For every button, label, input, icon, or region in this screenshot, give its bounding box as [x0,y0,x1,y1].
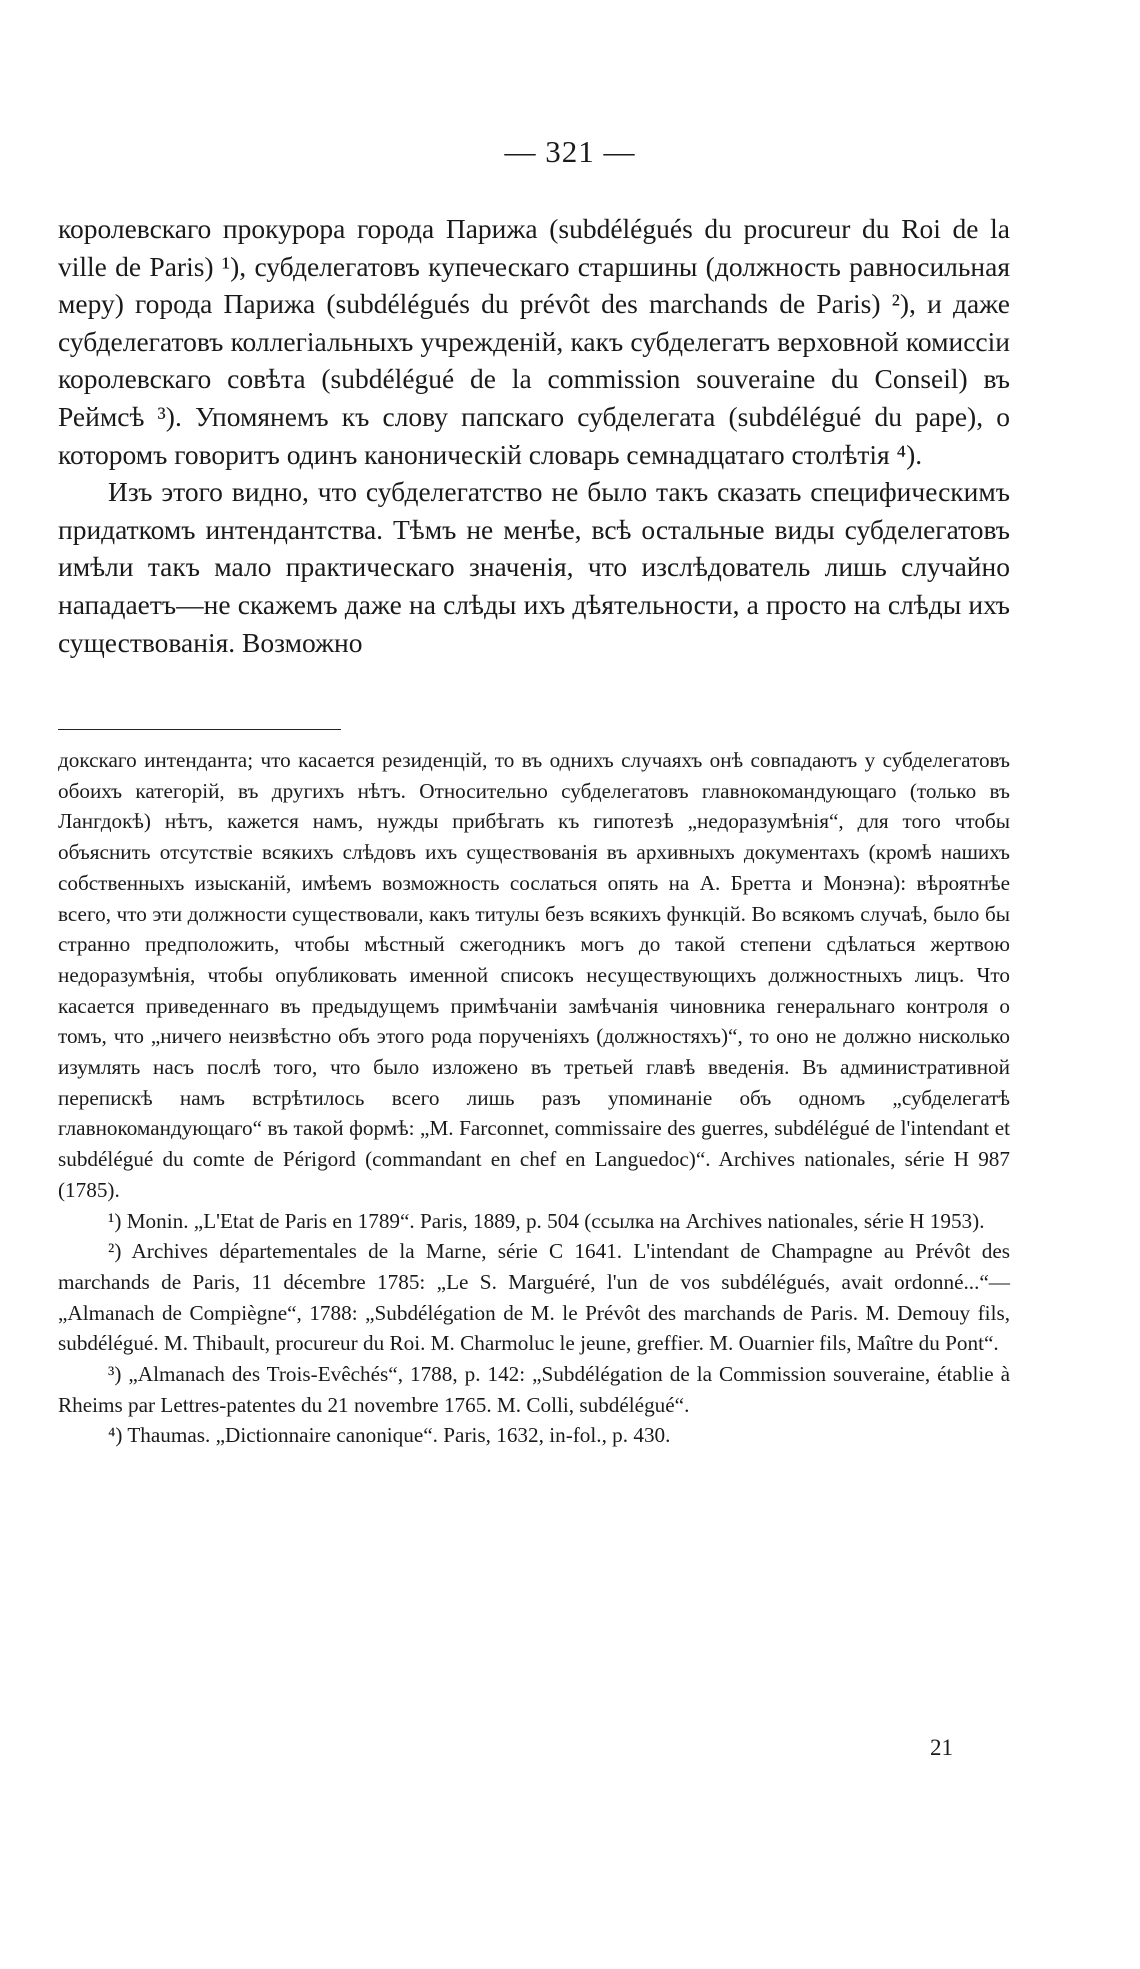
main-paragraph-1: королевскаго прокурора города Парижа (subdélégués du procureur du Roi de la ville de Paris) ¹), субделегатовъ купеческаго старшины (должность равносильная меру) города Парижа (subdélégués du prévôt des marchands de Paris) ²), и даже субделегатовъ коллегіальныхъ учрежденій, какъ субделегатъ верховной комиссіи королевскаго совѣта (subdélégué de la commission souveraine du Conseil) въ Реймсѣ ³). Упомянемъ къ слову папскаго субделегата (subdélégué du pape), о которомъ говоритъ одинъ каноническій словарь семнадцатаго столѣтія ⁴). [58,213,1010,470]
footnote-continuation: докскаго интенданта; что касается резиденцій, то въ однихъ случаяхъ онѣ совпадаютъ у субделегатовъ обоихъ категорій, въ другихъ нѣтъ. Относительно субделегатовъ главнокомандующаго (только въ Лангдокѣ) нѣтъ, кажется намъ, нужды прибѣгать къ гипотезѣ „недоразумѣнія“, для того чтобы объяснить отсутствіе всякихъ слѣдовъ ихъ существованія въ архивныхъ документахъ (кромѣ нашихъ собственныхъ изысканій, имѣемъ возможность сослаться опять на А. Бретта и Монэна): вѣроятнѣе всего, что эти должности существовали, какъ титулы безъ всякихъ функцій. Во всякомъ случаѣ, было бы странно предположить, чтобы мѣстный сжегодникъ могъ до такой степени сдѣлаться жертвою недоразумѣнія, чтобы опубликовать именной списокъ несуществующихъ должностныхъ лицъ. Что касается приведеннаго въ предыдущемъ примѣчаніи замѣчанія чиновника генеральнаго контроля о томъ, что „ничего неизвѣстно объ этого рода порученіяхъ (должностяхъ)“, то оно не должно нисколько изумлять насъ послѣ того, что было изложено въ третьей главѣ введенія. Въ административной перепискѣ намъ встрѣтилось всего лишь разъ упоминаніе объ одномъ „субделегатѣ главнокомандующаго“ въ такой формѣ: „M. Farconnet, commissaire des guerres, subdélégué de l'intendant et subdélégué du comte de Périgord (commandant en chef en Languedoc)“. Archives nationales, série H 987 (1785). [58,748,1010,1202]
footnote-4: ⁴) Thaumas. „Dictionnaire canonique“. Paris, 1632, in-fol., p. 430. [108,1423,671,1448]
footnotes [58,745,1010,1451]
footnote-2: ²) Archives départementales de la Marne, série C 1641. L'intendant de Champagne au Prévôt des marchands de Paris, 11 décembre 1785: „Le S. Marguéré, l'un de vos subdélégués, avait ordonné...“—„Almanach de Compiègne“, 1788: „Subdélégation de M. le Prévôt des marchands de Paris. M. Demouy fils, subdélégué. M. Thibault, procureur du Roi. M. Charmoluc le jeune, greffier. M. Ouarnier fils, Maître du Pont“. [58,1239,1010,1356]
footnote-divider [58,729,341,730]
main-paragraph-2: Изъ этого видно, что субделегатство не было такъ сказать специфическимъ придаткомъ интендантства. Тѣмъ не менѣе, всѣ остальные виды субделегатовъ имѣли такъ мало практическаго значенія, что изслѣдователь лишь случайно нападаетъ—не скажемъ даже на слѣды ихъ дѣятельности, а просто на слѣды ихъ существованія. Возможно [58,476,1010,658]
printer-signature: 21 [930,1735,953,1760]
footnote-3: ³) „Almanach des Trois-Evêchés“, 1788, p. 142: „Subdélégation de la Commission souveraine, établie à Rheims par Lettres-patentes du 21 novembre 1765. M. Colli, subdélégué“. [58,1362,1010,1417]
main-text [58,210,1010,661]
page-number: — 321 — [504,134,636,169]
footnote-1: ¹) Monin. „L'Etat de Paris en 1789“. Paris, 1889, p. 504 (ссылка на Archives nationales, série H 1953). [108,1208,985,1233]
